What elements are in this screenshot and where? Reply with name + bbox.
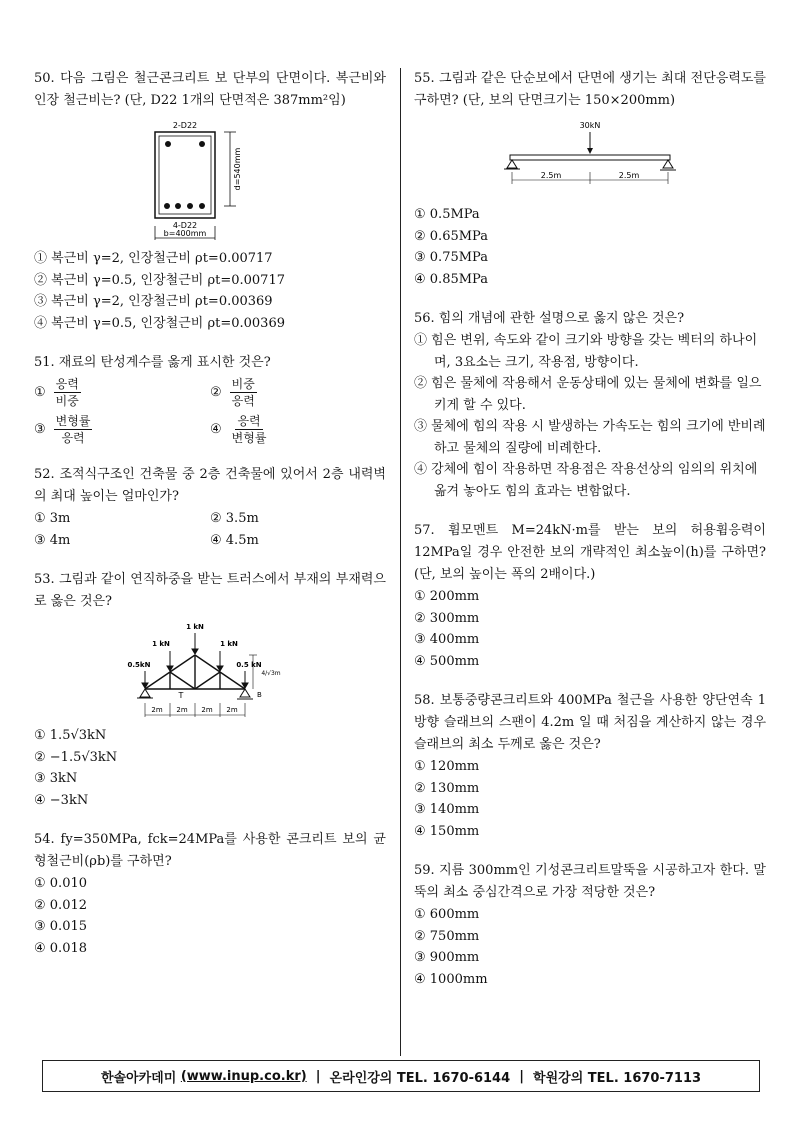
option-3: ③ 3kN bbox=[34, 771, 78, 786]
span-left-label: 2.5m bbox=[540, 171, 562, 180]
option-4: ④ 0.018 bbox=[34, 940, 88, 956]
simple-beam-figure bbox=[414, 118, 766, 198]
member-t-label: T bbox=[178, 691, 184, 700]
option-3: ③ 4m bbox=[34, 532, 71, 548]
option-2: ② 300mm bbox=[414, 610, 480, 626]
load-end-right-label: 0.5 kN bbox=[236, 661, 262, 669]
support-b-label: B bbox=[257, 691, 262, 699]
question-text: 51. 재료의 탄성계수를 옳게 표시한 것은? bbox=[34, 355, 271, 370]
option-3: ③ 물체에 힘의 작용 시 발생하는 가속도는 힘의 크기에 반비례하고 물체의 질량에 비례한다. bbox=[414, 419, 766, 456]
span-right-label: 2.5m bbox=[618, 171, 640, 180]
span-2-label: 2m bbox=[176, 706, 188, 714]
load-right-label: 1 kN bbox=[220, 640, 238, 648]
span-3-label: 2m bbox=[201, 706, 213, 714]
option-4: ④ 1000mm bbox=[414, 971, 488, 987]
height-label: 4/√3m bbox=[261, 670, 281, 677]
option-4: ④ −3kN bbox=[34, 792, 89, 808]
width-label: b=400mm bbox=[163, 229, 207, 238]
beam-section-figure bbox=[34, 118, 386, 242]
question-text: 59. 지름 300mm인 기성콘크리트말뚝을 시공하고자 한다. 말뚝의 최소 중심간격으로 가장 적당한 것은? bbox=[414, 863, 766, 900]
question-55 bbox=[414, 68, 766, 290]
option-4: ④ 4.5m bbox=[210, 532, 259, 548]
option-1: ① 120mm bbox=[414, 759, 480, 774]
question-text: 55. 그림과 같은 단순보에서 단면에 생기는 최대 전단응력도를 구하면? (단, 보의 단면크기는 150×200mm) bbox=[414, 71, 766, 108]
option-2: ② 힘은 물체에 작용해서 운동상태에 있는 물체에 변화를 일으키게 할 수 있다. bbox=[414, 376, 762, 413]
question-56 bbox=[414, 308, 766, 502]
option-3: ③ 0.75MPa bbox=[414, 250, 488, 265]
question-58 bbox=[414, 690, 766, 842]
load-top-label: 1 kN bbox=[186, 623, 204, 631]
footer-separator: | bbox=[519, 1068, 524, 1084]
option-2: ② 3.5m bbox=[210, 511, 259, 526]
load-label: 30kN bbox=[579, 121, 601, 130]
question-53 bbox=[34, 569, 386, 811]
bottom-bars-label: 4-D22 bbox=[172, 221, 198, 230]
option-1: ① 0.010 bbox=[34, 876, 88, 891]
option-2: ② $\frac{\text{비중}}{\text{응력}}$ bbox=[210, 377, 255, 408]
option-3: ③ 140mm bbox=[414, 802, 480, 817]
question-text: 58. 보통중량콘크리트와 400MPa 철근을 사용한 양단연속 1방향 슬래브의 스팬이 4.2m 일 때 처짐을 계산하지 않는 경우 슬래브의 최소 두께로 옳은 것은? bbox=[414, 693, 766, 752]
option-4: ④ 150mm bbox=[414, 823, 480, 839]
online-phone: 온라인강의 TEL. 1670-6144 bbox=[329, 1070, 511, 1086]
option-1: ① 600mm bbox=[414, 907, 480, 922]
question-text: 57. 휨모멘트 M=24kN·m를 받는 보의 허용휨응력이 12MPa일 경우 안전한 보의 개략적인 최소높이(h)를 구하면? (단, 보의 높이는 폭의 2배이다.) bbox=[414, 523, 766, 582]
option-1: ① $\frac{\text{응력}}{\text{비중}}$ bbox=[34, 377, 79, 408]
option-2: ② 0.012 bbox=[34, 897, 88, 913]
question-text: 56. 힘의 개념에 관한 설명으로 옳지 않은 것은? bbox=[414, 311, 685, 326]
option-1: ① 힘은 변위, 속도와 같이 크기와 방향을 갖는 벡터의 하나이며, 3요소는 크기, 작용점, 방향이다. bbox=[414, 333, 758, 370]
question-59 bbox=[414, 860, 766, 990]
question-50 bbox=[34, 68, 386, 334]
option-4: ④ 0.85MPa bbox=[414, 271, 488, 287]
option-3: ③ 400mm bbox=[414, 632, 480, 647]
top-bars-label: 2-D22 bbox=[172, 121, 198, 130]
question-52 bbox=[34, 464, 386, 551]
question-text: 53. 그림과 같이 연직하중을 받는 트러스에서 부재의 부재력으로 옳은 것은? bbox=[34, 572, 386, 609]
footer-banner bbox=[42, 1060, 760, 1092]
option-4: ④ 500mm bbox=[414, 653, 480, 669]
load-left-label: 1 kN bbox=[152, 640, 170, 648]
question-text: 50. 다음 그림은 철근콘크리트 보 단부의 단면이다. 복근비와 인장 철근비는? (단, D22 1개의 단면적은 387mm²임) bbox=[34, 71, 386, 108]
truss-figure bbox=[34, 619, 386, 719]
left-column bbox=[34, 68, 386, 977]
option-1: ① 복근비 γ=2, 인장철근비 ρt=0.00717 bbox=[34, 251, 273, 266]
option-3: ③ $\frac{\text{변형률}}{\text{응력}}$ bbox=[34, 414, 91, 445]
depth-label: d=540mm bbox=[233, 147, 242, 191]
option-2: ② −1.5√3kN bbox=[34, 749, 118, 765]
option-1: ① 3m bbox=[34, 511, 71, 526]
question-54 bbox=[34, 829, 386, 959]
question-text: 52. 조적식구조인 건축물 중 2층 건축물에 있어서 2층 내력벽의 최대 높이는 얼마인가? bbox=[34, 467, 386, 504]
right-column bbox=[414, 68, 766, 1008]
footer-separator: | bbox=[315, 1068, 321, 1084]
option-4: ④ 복근비 γ=0.5, 인장철근비 ρt=0.00369 bbox=[34, 315, 285, 331]
question-57 bbox=[414, 520, 766, 672]
option-2: ② 130mm bbox=[414, 780, 480, 796]
option-3: ③ 0.015 bbox=[34, 919, 88, 934]
option-2: ② 복근비 γ=0.5, 인장철근비 ρt=0.00717 bbox=[34, 272, 285, 288]
question-51 bbox=[34, 352, 386, 446]
academy-name: 한솔아카데미 bbox=[100, 1070, 177, 1086]
option-4: ④ $\frac{\text{응력}}{\text{변형률}}$ bbox=[210, 414, 267, 445]
option-1: ① 0.5MPa bbox=[414, 207, 480, 222]
column-divider bbox=[400, 68, 401, 1056]
option-2: ② 0.65MPa bbox=[414, 228, 488, 244]
option-2: ② 750mm bbox=[414, 928, 480, 944]
span-4-label: 2m bbox=[226, 706, 238, 714]
option-3: ③ 복근비 γ=2, 인장철근비 ρt=0.00369 bbox=[34, 294, 273, 309]
load-end-left-label: 0.5kN bbox=[127, 661, 151, 669]
span-1-label: 2m bbox=[151, 706, 163, 714]
option-4: ④ 강체에 힘이 작용하면 작용점은 작용선상의 임의의 위치에 옮겨 놓아도 힘의 효과는 변함없다. bbox=[414, 462, 758, 499]
academy-link[interactable]: (www.inup.co.kr) bbox=[180, 1068, 307, 1084]
offline-phone: 학원강의 TEL. 1670-7113 bbox=[533, 1070, 702, 1086]
option-3: ③ 900mm bbox=[414, 950, 480, 965]
question-text: 54. fy=350MPa, fck=24MPa를 사용한 콘크리트 보의 균형철근비(ρb)를 구하면? bbox=[34, 832, 386, 869]
option-1: ① 1.5√3kN bbox=[34, 728, 107, 743]
option-1: ① 200mm bbox=[414, 589, 480, 604]
